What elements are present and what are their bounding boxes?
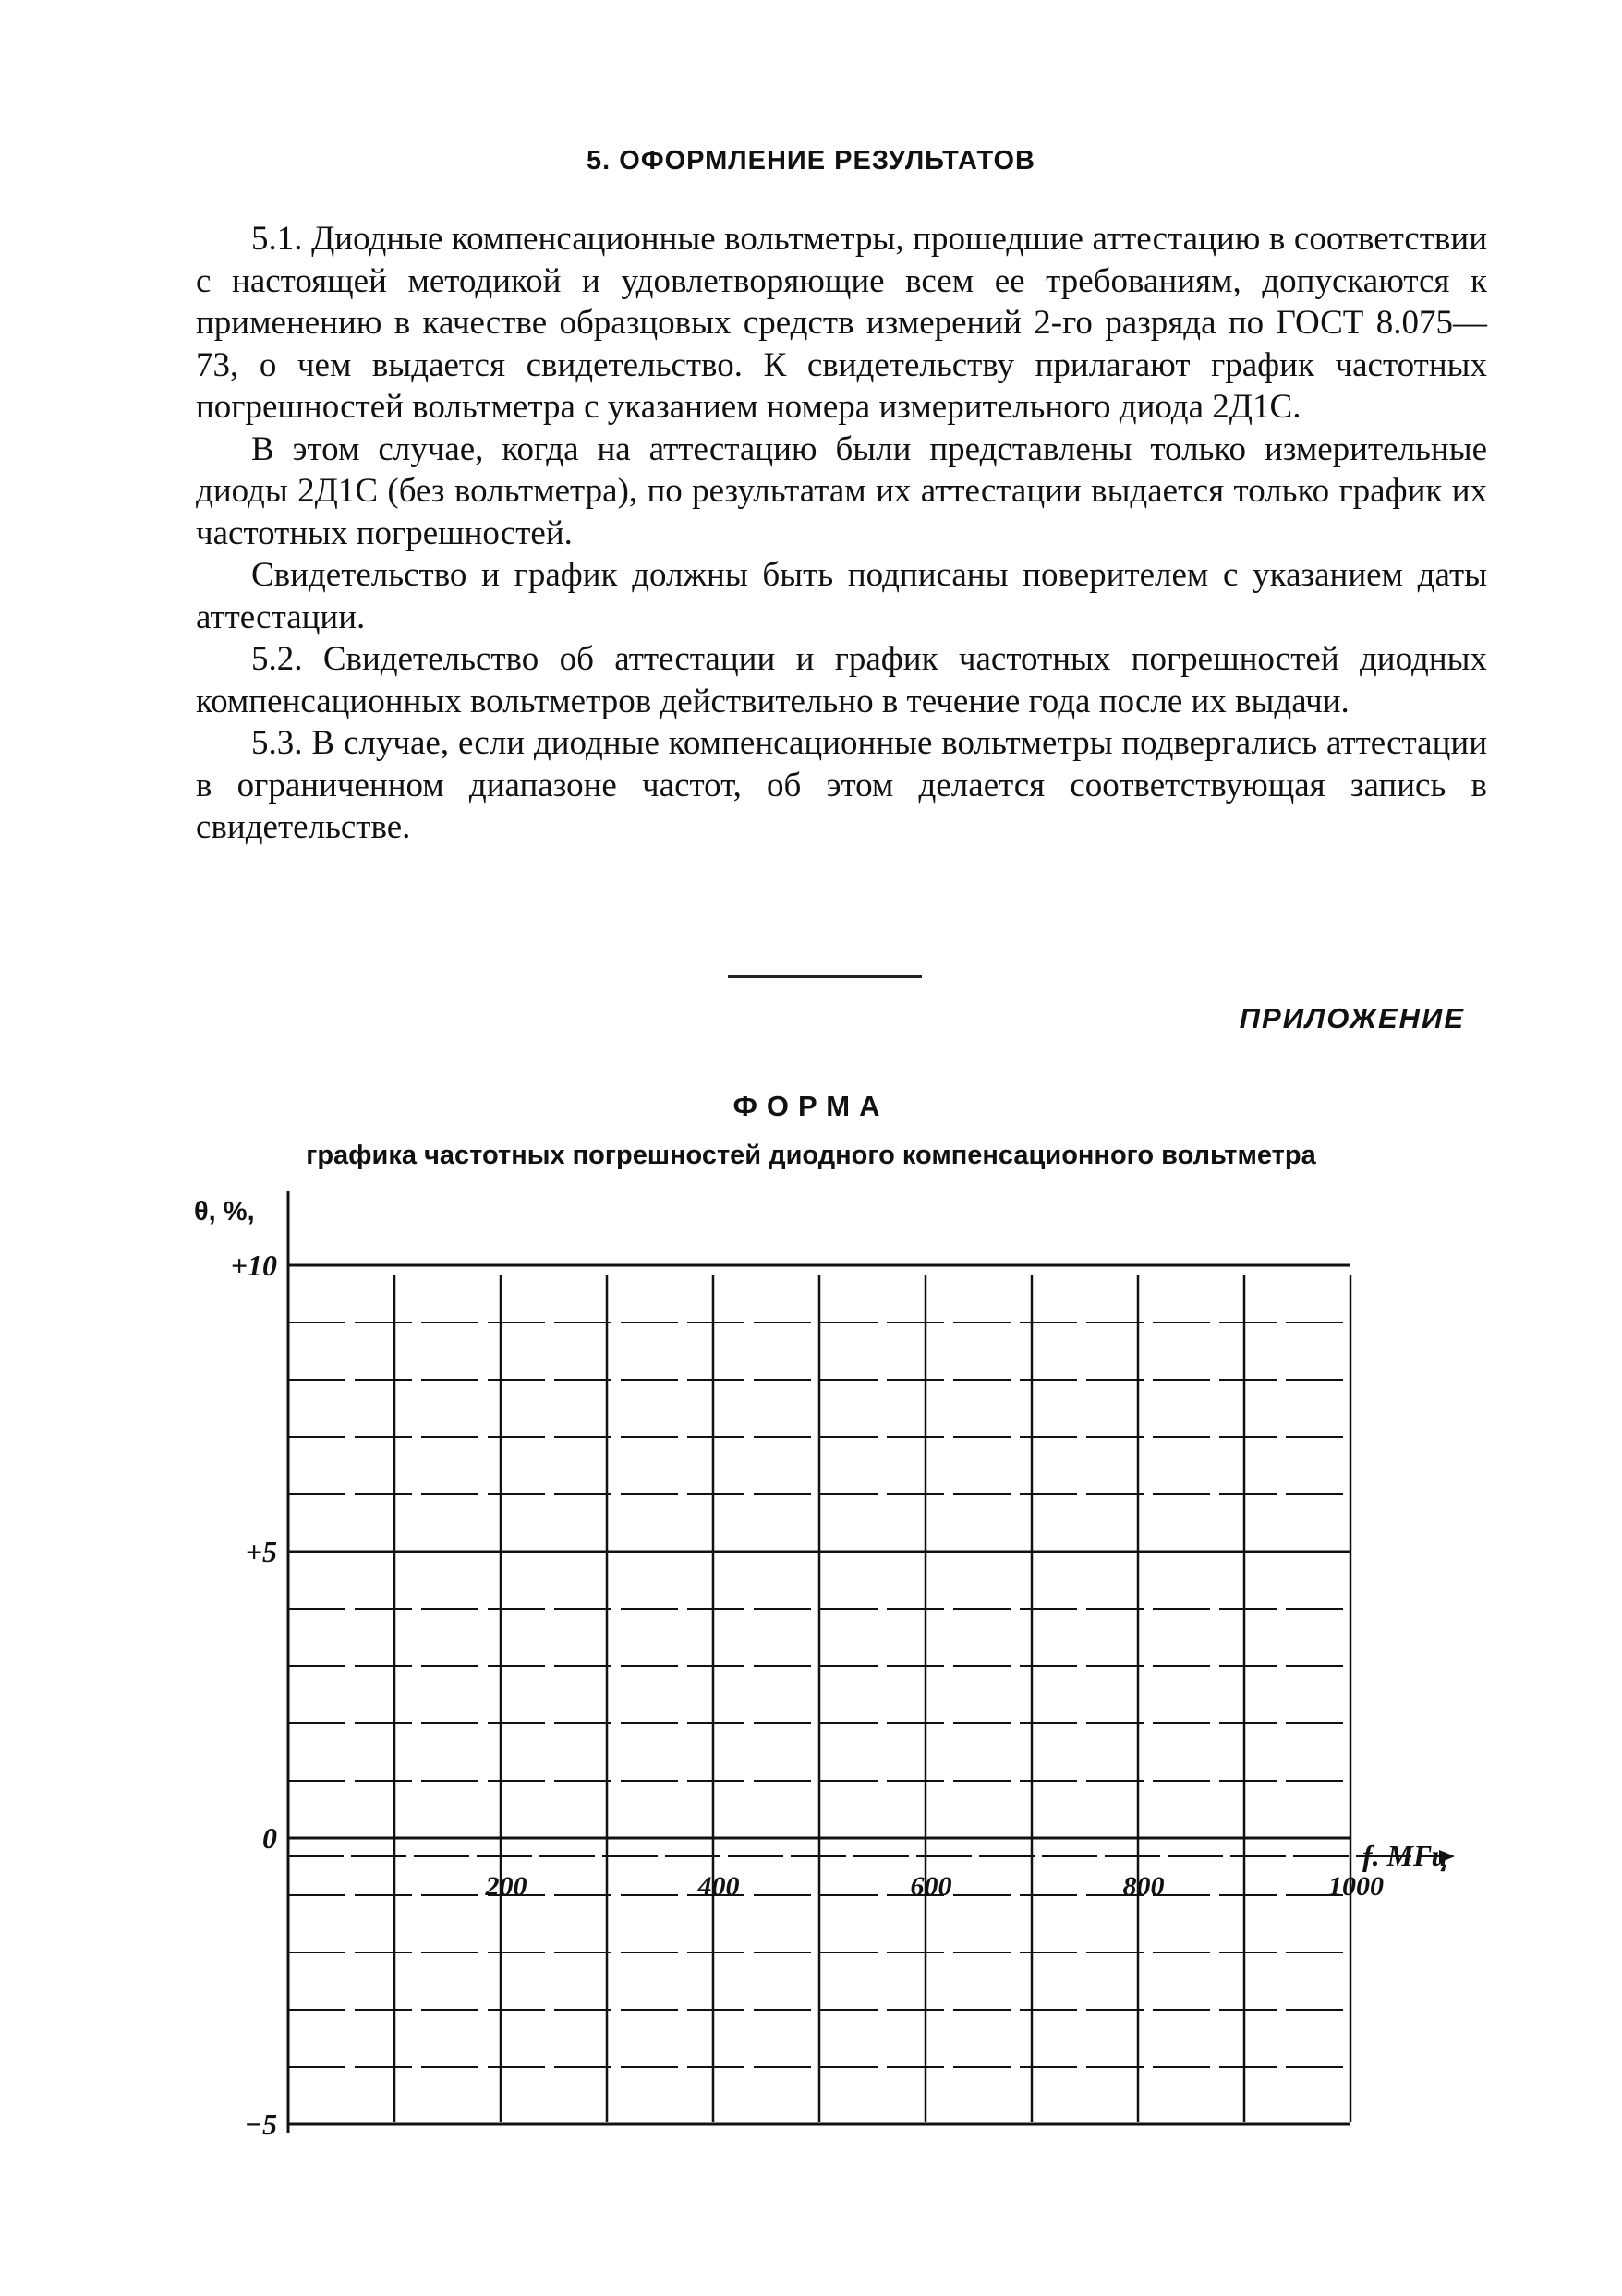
- section-title: 5. ОФОРМЛЕНИЕ РЕЗУЛЬТАТОВ: [587, 146, 1035, 175]
- chart-labels: [231, 1249, 1447, 2141]
- paragraph-5-2: 5.2. Свидетельство об аттестации и график частотных погрешностей диодных компенсационных вольтметров действительно в течение года после их выдачи.: [196, 640, 1487, 720]
- x-tick-label: 200: [485, 1871, 527, 1902]
- x-tick-label: 800: [1122, 1871, 1165, 1902]
- paragraph-5-3: 5.3. В случае, если диодные компенсационные вольтметры подвергались аттестации в ограниченном диапазоне частот, об этом делается соответствующая запись в свидетельстве.: [196, 724, 1487, 846]
- x-tick-label: 1000: [1328, 1871, 1384, 1902]
- form-subtitle: графика частотных погрешностей диодного компенсационного вольтметра: [306, 1141, 1316, 1170]
- chart-grid: [288, 1265, 1350, 2124]
- y-tick-label: −5: [244, 2108, 277, 2141]
- appendix-label: ПРИЛОЖЕНИЕ: [1239, 1002, 1465, 1034]
- paragraph-5-1: 5.1. Диодные компенсационные вольтметры, прошедшие аттестацию в соответствии с настоящей методикой и удовлетворяющие всем ее требованиям, допускаются к применению в качестве образцовых средств измерений 2-го разряда по ГОСТ 8.075—73, о чем выдается свидетельство. К свидетельству прилагают график частотных погрешностей вольтметра с указанием номера измерительного диода 2Д1С.: [196, 220, 1487, 426]
- y-axis-label: θ, %,: [194, 1197, 255, 1227]
- y-tick-label: +10: [230, 1249, 277, 1282]
- x-axis-label: f. МГц: [1362, 1839, 1448, 1872]
- paragraph-diodes-only: В этом случае, когда на аттестацию были представлены только измерительные диоды 2Д1С (без вольтметра), по результатам их аттестации выдается только график их частотных погрешностей.: [196, 429, 1487, 552]
- x-tick-label: 400: [697, 1871, 740, 1902]
- chart-axes: [288, 1191, 1455, 2133]
- y-tick-label: 0: [262, 1821, 277, 1855]
- form-title: ФОРМА: [732, 1090, 890, 1122]
- x-tick-label: 600: [910, 1871, 952, 1902]
- y-tick-label: +5: [245, 1535, 277, 1568]
- paragraph-signature: Свидетельство и график должны быть подписаны поверителем с указанием даты аттестации.: [196, 556, 1487, 636]
